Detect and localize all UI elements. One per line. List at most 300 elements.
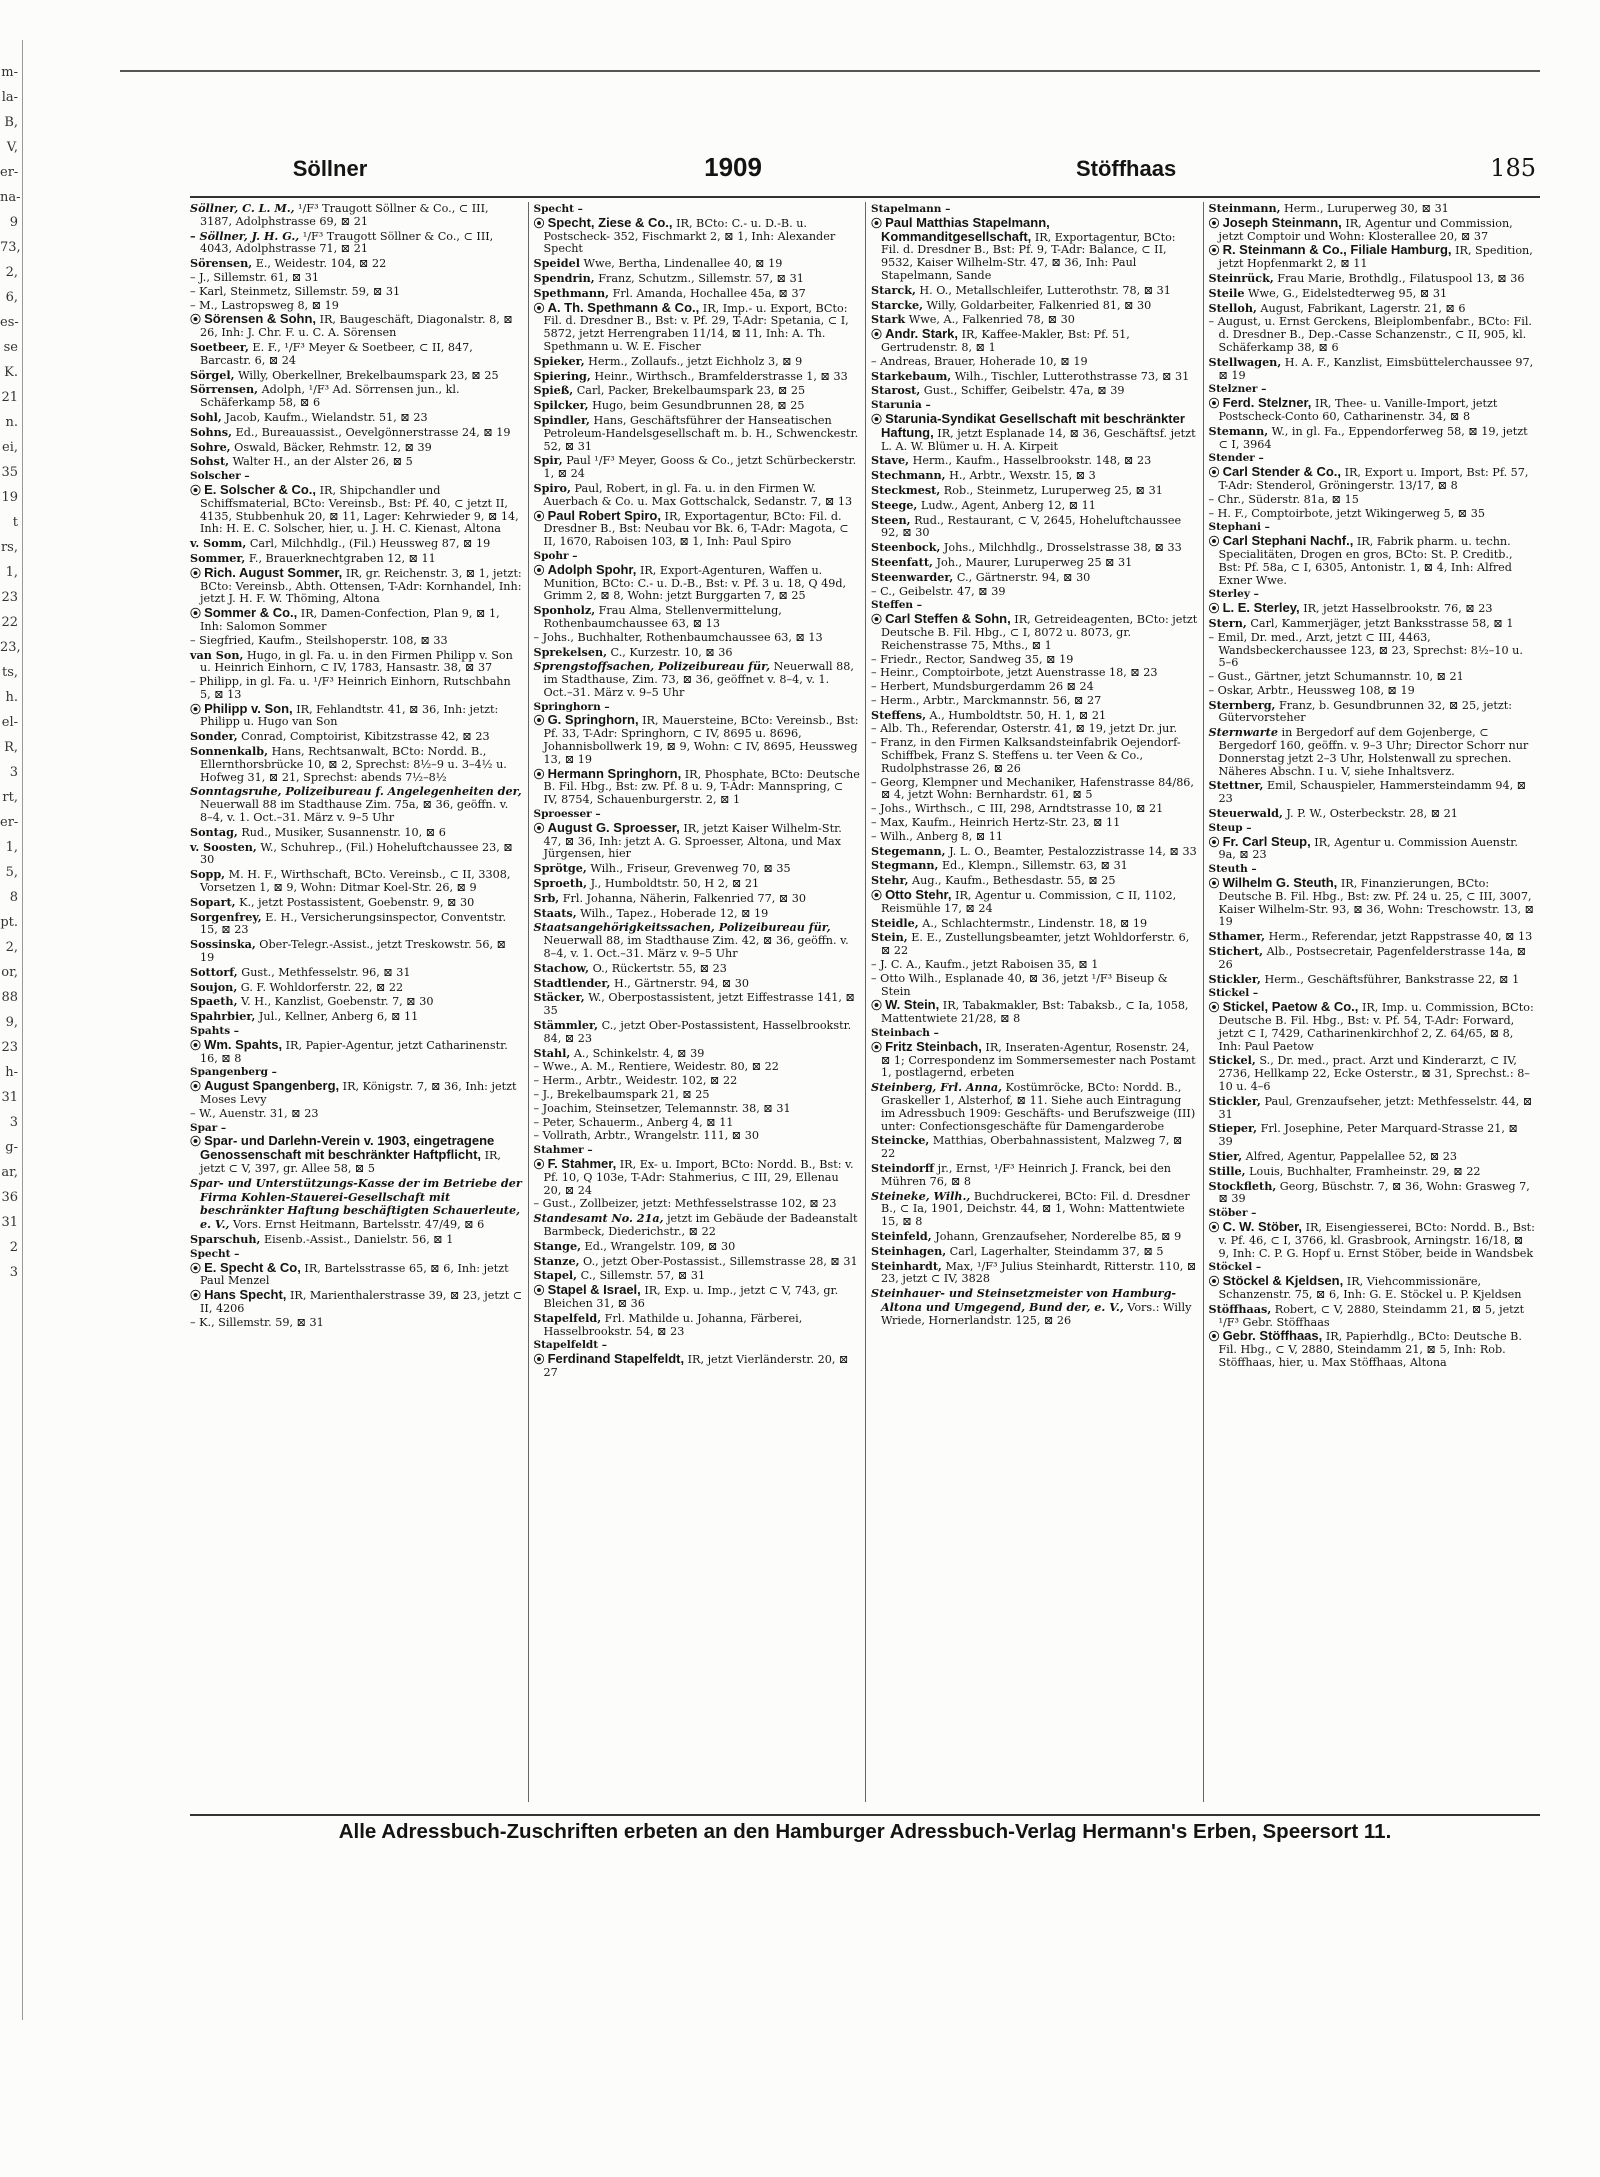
entry-details: Frl. Johanna, Näherin, Falkenried 77, ⊠ 30	[559, 891, 807, 905]
entry-name: ⦿ Fritz Steinbach,	[871, 1039, 982, 1054]
edge-fragment: er-	[0, 165, 19, 180]
surname-heading	[190, 1248, 523, 1261]
firm-entry	[1209, 833, 1536, 863]
entry-details: Georg, Büschstr. 7, ⊠ 36, Wohn: Grasweg 7, ⊠ 39	[1218, 1179, 1530, 1206]
entry-name: ⦿ August G. Sproesser,	[534, 820, 680, 835]
entry-details: IR, Eisengiesserei, BCto: Nordd. B., Bst: v. Pf. 46, ⊂ I, 3766, kl. Grasbrook, Arningstr. 16/18, ⊠ 9, Inh: C. P. G. Hopf u. Ernst Stöber, beide in Wandsbek	[1218, 1220, 1535, 1260]
directory-entry	[871, 917, 1198, 931]
entry-name: Stellwagen,	[1208, 354, 1282, 369]
institution-entry	[190, 785, 523, 824]
entry-name: Sommer,	[190, 550, 246, 565]
entry-details: F., Brauerknechtgraben 12, ⊠ 11	[245, 551, 436, 565]
entry-name: ⦿ Paul Robert Spiro,	[534, 508, 661, 523]
directory-entry	[190, 341, 523, 368]
edge-fragment: h.	[5, 690, 18, 705]
entry-details: IR, jetzt Vierländerstr. 20, ⊠ 27	[543, 1353, 849, 1379]
entry-name: Stettner,	[1208, 778, 1264, 793]
directory-entry	[534, 1075, 861, 1088]
institution-entry	[534, 660, 861, 699]
entry-details: – C., Geibelstr. 47, ⊠ 39	[871, 584, 1006, 598]
entry-name: Stäcker,	[533, 990, 585, 1005]
entry-name: Steindorff	[871, 1160, 935, 1175]
entry-name: Steinrück,	[1208, 270, 1274, 285]
directory-entry	[871, 514, 1198, 541]
entry-name: Sontag,	[190, 824, 238, 839]
entry-details: – Heinr., Comptoirbote, jetzt Auenstrasse 18, ⊠ 23	[871, 666, 1158, 680]
directory-entry	[534, 384, 861, 398]
edge-fragment: er-	[0, 815, 19, 830]
entry-name: Stehr,	[871, 873, 909, 888]
entry-details: Matthias, Oberbahnassistent, Malzweg 7, ⊠ 22	[881, 1134, 1183, 1161]
entry-details: Oswald, Bäcker, Rehmstr. 12, ⊠ 39	[230, 440, 432, 454]
directory-entry	[1209, 425, 1536, 452]
entry-details: Gust., Schiffer, Geibelstr. 47a, ⊠ 39	[920, 384, 1125, 398]
entry-name: Sohre,	[190, 439, 231, 454]
entry-details: Carl, Lagerhalter, Steindamm 37, ⊠ 5	[946, 1244, 1164, 1258]
entry-details: Sproesser –	[533, 808, 601, 821]
entry-details: Buchdruckerei, BCto: Fil. d. Dresdner B., ⊂ Ia, 1901, Deichstr. 44, ⊠ 1, Wohn: Mattentwiete 15, ⊠ 8	[881, 1189, 1190, 1229]
entry-name: Steege,	[871, 497, 918, 512]
directory-entry	[534, 355, 861, 369]
entry-name: Starost,	[871, 383, 921, 398]
entry-details: G. F. Wohldorferstr. 22, ⊠ 22	[237, 980, 404, 994]
surname-heading	[534, 550, 861, 563]
edge-fragment: ei,	[2, 440, 18, 455]
entry-details: IR, gr. Reichenstr. 3, ⊠ 1, jetzt: BCto: Vereinsb., Abth. Ottensen, T-Adr: Kornhandel, Inh: jetzt J. H. F. W. Thöming, Altona	[200, 566, 522, 606]
entry-name: Starck,	[871, 282, 916, 297]
entry-name: Stöffhaas,	[1208, 1301, 1272, 1316]
entry-details: IR, Exp. u. Imp., jetzt ⊂ V, 743, gr. Bleichen 31, ⊠ 36	[543, 1284, 839, 1310]
entry-name: Spahrbier,	[190, 1009, 256, 1024]
entry-details: Willy, Goldarbeiter, Falkenried 81, ⊠ 30	[922, 298, 1152, 312]
entry-name: Sohl,	[190, 409, 222, 424]
entry-details: IR, Imp. u. Commission, BCto: Deutsche B. Fil. Hbg., Bst: v. Pf. 54, T-Adr: Forward, jetzt ⊂ I, 7429, Catharinenkirchhof 2, Z. 64/65, ⊠ 8, Inh: Paul Paetow	[1218, 1001, 1534, 1053]
entry-details: – Chr., Süderstr. 81a, ⊠ 15	[1208, 492, 1359, 506]
entry-name: Stern,	[1208, 615, 1247, 630]
entry-details: – Herbert, Mundsburgerdamm 26 ⊠ 24	[871, 680, 1094, 694]
entry-name: Sternberg,	[1208, 697, 1276, 712]
firm-entry	[190, 1135, 523, 1175]
directory-entry	[534, 977, 861, 991]
entry-details: Hugo, beim Gesundbrunnen 28, ⊠ 25	[588, 399, 805, 413]
entry-details: Stöckel –	[1208, 1261, 1262, 1274]
directory-entry	[190, 426, 523, 440]
entry-name: Stieper,	[1208, 1121, 1258, 1136]
entry-details: Carl, Milchhdlg., (Fil.) Heussweg 87, ⊠ 19	[246, 537, 491, 551]
entry-name: ⦿ Carl Stephani Nachf.,	[1209, 533, 1354, 548]
edge-fragment: 88	[1, 990, 18, 1005]
entry-name: ⦿ Stickel, Paetow & Co.,	[1209, 999, 1359, 1014]
directory-entry	[1209, 632, 1536, 670]
directory-entry	[1209, 1303, 1536, 1330]
entry-name: Stapelfeld,	[533, 1310, 602, 1325]
directory-entry	[871, 484, 1198, 498]
directory-entry	[871, 1245, 1198, 1259]
entry-name: Spieß,	[533, 383, 574, 398]
edge-fragment: es-	[0, 315, 19, 330]
directory-entry	[190, 911, 523, 938]
edge-fragment: 9,	[5, 1015, 18, 1030]
header-last-name: Stöffhaas	[1075, 156, 1177, 181]
entry-details: Robert, ⊂ V, 2880, Steindamm 21, ⊠ 5, jetzt ¹/F³ Gebr. Stöffhaas	[1218, 1302, 1525, 1329]
directory-entry	[871, 723, 1198, 736]
firm-entry	[871, 1038, 1198, 1080]
entry-details: IR, Thee- u. Vanille-Import, jetzt Postscheck-Conto 60, Catharinenstr. 34, ⊠ 8	[1218, 397, 1498, 423]
directory-entry	[534, 892, 861, 906]
entry-name: Stichert,	[1208, 944, 1264, 959]
directory-entry	[534, 287, 861, 301]
entry-details: Ober-Telegr.-Assist., jetzt Treskowstr. 56, ⊠ 19	[200, 938, 507, 965]
page-header	[190, 152, 1536, 184]
edge-fragment: 31	[1, 1215, 18, 1230]
edge-fragment: 2,	[5, 940, 18, 955]
entry-details: Specht –	[533, 203, 583, 215]
directory-entry	[534, 272, 861, 286]
entry-details: Starunia –	[871, 399, 931, 412]
entry-name: Sörrensen,	[190, 382, 259, 397]
directory-entry	[1209, 617, 1536, 631]
entry-details: Vors.: Willy Wriede, Hornerlandstr. 125, ⊠ 26	[881, 1300, 1192, 1327]
entry-details: Heinr., Wirthsch., Bramfelderstrasse 1, ⊠ 33	[590, 369, 848, 383]
entry-details: – Herm., Arbtr., Weidestr. 102, ⊠ 22	[533, 1074, 738, 1088]
page-number: 185	[1490, 154, 1536, 182]
firm-entry	[1209, 1218, 1536, 1260]
entry-details: O., Rückertstr. 55, ⊠ 23	[589, 961, 727, 975]
entry-name: Stier,	[1208, 1148, 1243, 1163]
directory-entry	[1209, 202, 1536, 216]
directory-entry	[871, 777, 1198, 803]
entry-name: ⦿ R. Steinmann & Co., Filiale Hamburg,	[1209, 242, 1452, 257]
directory-entry	[190, 981, 523, 995]
directory-entry	[534, 877, 861, 891]
entry-name: Sprötge,	[533, 861, 587, 876]
entry-details: Joh., Maurer, Luruperweg 25 ⊠ 31	[932, 555, 1133, 569]
entry-details: Neuerwall 88, im Stadthause Zim. 42, ⊠ 36, geöffn. v. 8–4, v. 1. Oct.–31. März v. 9–5 Uhr	[543, 934, 849, 961]
entry-name: Stadtlender,	[533, 975, 611, 990]
entry-details: – Karl, Steinmetz, Sillemstr. 59, ⊠ 31	[190, 284, 401, 298]
entry-name: ⦿ Rich. August Sommer,	[190, 565, 342, 580]
entry-details: Steffen –	[871, 599, 922, 612]
entry-details: Johs., Milchhdlg., Drosselstrasse 38, ⊠ 33	[940, 541, 1182, 555]
entry-name: ⦿ Wilhelm G. Steuth,	[1209, 875, 1338, 890]
entry-details: Stahmer –	[533, 1144, 593, 1157]
directory-entry	[534, 1061, 861, 1074]
entry-name: ⦿ A. Th. Spethmann & Co.,	[534, 300, 700, 315]
entry-details: IR, Fabrik pharm. u. techn. Specialitäten, Drogen en gros, BCto: St. P. Creditb., Bst: Pf. 58a, ⊂ I, 6305, Antonistr. 1, ⊠ 4, Inh: Alfred Exner Wwe.	[1218, 535, 1513, 587]
firm-entry	[534, 819, 861, 861]
surname-heading	[871, 203, 1198, 216]
directory-entry	[190, 1108, 523, 1121]
entry-details: – Gust., Gärtner, jetzt Schumannstr. 10, ⊠ 21	[1208, 670, 1464, 684]
entry-details: Herm., Luruperweg 30, ⊠ 31	[1280, 202, 1449, 215]
directory-entry	[871, 681, 1198, 694]
firm-entry	[1209, 244, 1536, 271]
entry-name: ⦿ Paul Matthias Stapelmann, Kommanditgesellschaft,	[871, 215, 1050, 244]
directory-entry	[871, 1260, 1198, 1287]
directory-entry	[871, 370, 1198, 384]
entry-name: Sossinska,	[190, 937, 256, 952]
entry-name: Spaeth,	[190, 994, 238, 1009]
column-2	[528, 202, 866, 1802]
entry-name: van Son,	[190, 647, 244, 662]
entry-details: IR, Imp.- u. Export, BCto: Fil. d. Dresdner B., Bst: v. Pf. 29, T-Adr: Spetania, ⊂ I, 5872, jetzt Herrengraben 11/14, ⊠ 11, Inh: A. Th. Spethmann u. W. E. Fischer	[543, 301, 849, 353]
entry-name: Sternwarte	[1208, 725, 1278, 740]
entry-name: Starcke,	[871, 297, 923, 312]
entry-details: Vors. Ernst Heitmann, Bartelsstr. 47/49, ⊠ 6	[229, 1218, 485, 1232]
entry-name: ⦿ Carl Steffen & Sohn,	[871, 611, 1011, 626]
entry-details: IR, Ex- u. Import, BCto: Nordd. B., Bst: v. Pf. 10, Q 103e, T-Adr: Stahmerius, ⊂ III, 29, Ellenau 20, ⊠ 24	[543, 1157, 854, 1197]
entry-name: Steinfeld,	[871, 1228, 932, 1243]
entry-details: Hans, Rechtsanwalt, BCto: Nordd. B., Ellernthorsbrücke 10, ⊠ 2, Sprechst: 8½–9 u. 3–4½ u. Hofweg 31, ⊠ 21, Sprechst: abends 7½–8½	[200, 745, 507, 784]
entry-details: IR, jetzt Kaiser Wilhelm-Str. 47, ⊠ 36, Inh: jetzt A. G. Sproesser, Altona, und Max Jürgensen, hier	[543, 821, 842, 861]
directory-entry	[1209, 1165, 1536, 1179]
entry-name: ⦿ Hermann Springhorn,	[534, 766, 682, 781]
entry-details: – J. C. A., Kaufm., jetzt Raboisen 35, ⊠ 1	[871, 958, 1099, 972]
entry-name: ⦿ Ferd. Stelzner,	[1209, 395, 1312, 410]
entry-name: Sorgenfrey,	[190, 909, 262, 924]
directory-entry	[871, 709, 1198, 723]
entry-name: Steenfatt,	[871, 554, 933, 569]
entry-details: V. H., Kanzlist, Goebenstr. 7, ⊠ 30	[237, 995, 434, 1009]
institution-entry	[190, 230, 523, 257]
entry-details: August, Fabrikant, Lagerstr. 21, ⊠ 6	[1256, 301, 1466, 315]
edge-fragment: 23	[1, 590, 18, 605]
edge-fragment: g-	[5, 1140, 18, 1155]
edge-fragment: la-	[1, 90, 18, 105]
firm-entry	[190, 1080, 523, 1107]
entry-details: C., Gärtnerstr. 94, ⊠ 30	[953, 570, 1091, 584]
entry-name: Stockfleth,	[1208, 1178, 1277, 1193]
directory-entry	[1209, 671, 1536, 684]
directory-entry	[190, 286, 523, 299]
entry-details: Jacob, Kaufm., Wielandstr. 51, ⊠ 23	[221, 410, 428, 424]
directory-entry	[871, 845, 1198, 859]
entry-name: Spethmann,	[533, 285, 610, 300]
entry-name: v. Somm,	[190, 536, 247, 551]
edge-fragment: 3	[9, 1115, 18, 1130]
directory-entry	[871, 556, 1198, 570]
directory-entry	[190, 966, 523, 980]
firm-entry	[871, 999, 1198, 1026]
entry-details: Ed., Wrangelstr. 109, ⊠ 30	[580, 1239, 736, 1253]
entry-name: Spiering,	[533, 368, 591, 383]
entry-details: Wilh., Tapez., Hoberade 12, ⊠ 19	[576, 906, 769, 920]
surname-heading	[871, 1027, 1198, 1040]
firm-entry	[190, 1259, 523, 1289]
entry-details: W., Schuhrep., (Fil.) Hoheluftchaussee 23, ⊠ 30	[200, 840, 513, 867]
entry-details: IR, Königstr. 7, ⊠ 36, Inh: jetzt Moses Levy	[200, 1080, 517, 1106]
directory-entry	[871, 1162, 1198, 1189]
entry-name: Stickler,	[1208, 971, 1261, 986]
firm-entry	[534, 714, 861, 766]
entry-name: ⦿ August Spangenberg,	[190, 1078, 339, 1093]
entry-details: IR, Export-Agenturen, Waffen u. Munition, BCto: C.- u. D.-B., Bst: v. Pf. 3 u. 18, Q 49d, Grimm 2, ⊠ 8, Wohn: jetzt Burggarten 7, ⊠ 25	[543, 563, 847, 603]
edge-fragment: B,	[4, 115, 18, 130]
entry-name: Speidel	[533, 256, 580, 271]
entry-details: M. H. F., Wirthschaft, BCto. Vereinsb., ⊂ II, 3308, Vorsetzen 1, ⊠ 9, Wohn: Ditmar Koel-Str. 26, ⊠ 9	[200, 868, 511, 895]
institution-entry	[190, 202, 523, 229]
entry-name: Sonder,	[190, 729, 238, 744]
entry-details: Wwe, G., Eidelstedterweg 95, ⊠ 31	[1244, 286, 1448, 300]
edge-fragment: na-	[0, 190, 21, 205]
entry-name: Starkebaum,	[871, 368, 952, 383]
entry-name: ⦿ C. W. Stöber,	[1209, 1219, 1303, 1234]
firm-entry	[534, 1353, 861, 1380]
edge-fragment: 35	[1, 465, 18, 480]
entry-name: ⦿ Philipp v. Son,	[190, 701, 293, 716]
directory-entry	[190, 938, 523, 965]
entry-name: Spilcker,	[533, 398, 589, 413]
directory-entry	[534, 604, 861, 631]
institution-entry	[190, 1177, 523, 1232]
entry-details: K., jetzt Postassistent, Goebenstr. 9, ⊠ 30	[235, 895, 475, 909]
entry-details: Neuerwall 88 im Stadthause Zim. 75a, ⊠ 36, geöffn. v. 8–4, v. 1. Oct.–31. März v. 9–5 Uhr	[200, 798, 509, 825]
directory-entry	[190, 272, 523, 285]
directory-columns	[190, 202, 1540, 1802]
entry-details: – H. F., Comptoirbote, jetzt Wikingerweg 5, ⊠ 35	[1208, 506, 1485, 520]
firm-entry	[871, 214, 1198, 283]
entry-details: Frau Alma, Stellenvermittelung, Rothenbaumchaussee 63, ⊠ 13	[543, 604, 782, 630]
entry-details: – Vollrath, Arbtr., Wrangelstr. 111, ⊠ 30	[533, 1129, 759, 1143]
directory-entry	[190, 1233, 523, 1247]
entry-details: Ed., Klempn., Sillemstr. 63, ⊠ 31	[938, 859, 1128, 873]
entry-details: Wilh., Tischler, Lutterothstrasse 73, ⊠ 31	[951, 369, 1190, 383]
directory-entry	[534, 1312, 861, 1339]
entry-name: Stickel,	[1208, 1053, 1256, 1068]
directory-entry	[871, 454, 1198, 468]
firm-entry	[190, 700, 523, 730]
entry-details: Steup –	[1208, 821, 1252, 834]
directory-entry	[1209, 1122, 1536, 1149]
entry-name: Steuerwald,	[1208, 806, 1283, 821]
entry-details: – J., Sillemstr. 61, ⊠ 31	[190, 270, 320, 284]
directory-entry	[871, 586, 1198, 599]
firm-entry	[1209, 535, 1536, 587]
firm-entry	[871, 613, 1198, 652]
directory-entry	[534, 1269, 861, 1283]
entry-name: Staatsangehörigkeitssachen, Polizeibureau für,	[533, 920, 831, 935]
surname-heading	[534, 808, 861, 821]
directory-entry	[190, 552, 523, 566]
entry-name: Sörensen,	[190, 256, 253, 271]
entry-name: ⦿ Wm. Spahts,	[190, 1037, 282, 1052]
entry-name: Sonnenkalb,	[190, 744, 269, 759]
surname-heading	[190, 1025, 523, 1038]
entry-details: Wilh., Friseur, Grevenweg 70, ⊠ 35	[586, 862, 791, 876]
entry-details: – Wwe., A. M., Rentiere, Weidestr. 80, ⊠ 22	[533, 1060, 779, 1074]
edge-fragment: ts,	[1, 665, 18, 680]
entry-details: H., Arbtr., Wexstr. 15, ⊠ 3	[945, 469, 1096, 483]
directory-entry	[1209, 685, 1536, 698]
firm-entry	[534, 299, 861, 354]
entry-details: IR, Mauersteine, BCto: Vereinsb., Bst: Pf. 33, T-Adr: Springhorn, ⊂ IV, 8695 u. 8696, Johannisbollwerk 19, ⊠ 9, Wohn: ⊂ IV, 8695, Heussweg 13, ⊠ 19	[543, 714, 859, 766]
directory-entry	[190, 896, 523, 910]
firm-entry	[1209, 1330, 1536, 1369]
institution-entry	[1209, 726, 1536, 778]
directory-entry	[871, 1230, 1198, 1244]
entry-name: Steckmest,	[871, 482, 941, 497]
entry-name: ⦿ W. Stein,	[871, 997, 939, 1012]
entry-details: IR, Papier-Agentur, jetzt Catharinenstr. 16, ⊠ 8	[200, 1038, 508, 1065]
entry-details: Alb., Postsecretair, Pagenfelderstrasse 14a, ⊠ 26	[1218, 945, 1527, 971]
entry-name: Sponholz,	[533, 603, 596, 618]
edge-fragment: rt,	[2, 790, 18, 805]
directory-entry	[190, 1010, 523, 1024]
entry-details: – Philipp, in gl. Fa. u. ¹/F³ Heinrich Einhorn, Rutschbahn 5, ⊠ 13	[190, 675, 511, 701]
entry-name: Staats,	[533, 905, 577, 920]
entry-details: – Friedr., Rector, Sandweg 35, ⊠ 19	[871, 652, 1074, 666]
entry-name: – Söllner, J. H. G.,	[190, 228, 300, 243]
edge-fragment: 5,	[5, 865, 18, 880]
edge-fragment: 2	[9, 1240, 18, 1255]
entry-details: jr., Ernst, ¹/F³ Heinrich J. Franck, bei den Mühren 76, ⊠ 8	[881, 1161, 1171, 1188]
directory-entry	[1209, 1180, 1536, 1207]
entry-details: H. A. F., Kanzlist, Eimsbüttelerchaussee 97, ⊠ 19	[1218, 355, 1534, 382]
entry-details: – Johs., Wirthsch., ⊂ III, 298, Arndtstrasse 10, ⊠ 21	[871, 802, 1164, 816]
entry-details: Frl. Mathilde u. Johanna, Färberei, Hasselbrookstr. 54, ⊠ 23	[543, 1311, 803, 1338]
directory-entry	[534, 1130, 861, 1143]
directory-entry	[534, 1117, 861, 1130]
entry-details: Rud., Musiker, Susannenstr. 10, ⊠ 6	[237, 825, 446, 839]
firm-entry	[871, 410, 1198, 453]
directory-entry	[871, 973, 1198, 999]
directory-entry	[1209, 807, 1536, 821]
entry-details: Eisenb.-Assist., Danielstr. 56, ⊠ 1	[260, 1232, 454, 1246]
entry-name: ⦿ Spar- und Darlehn-Verein v. 1903, eingetragene Genossenschaft mit beschränkter Haftpflicht,	[190, 1133, 494, 1162]
entry-details: Solscher –	[190, 470, 250, 483]
entry-details: IR, Agentur u. Commission Auenstr. 9a, ⊠ 23	[1218, 835, 1518, 862]
directory-entry	[871, 931, 1198, 958]
column-4	[1203, 202, 1541, 1802]
edge-fragment: h-	[5, 1065, 18, 1080]
entry-name: ⦿ Ferdinand Stapelfeldt,	[534, 1351, 685, 1366]
surname-heading	[1209, 822, 1536, 835]
entry-name: Söllner, C. L. M.,	[190, 201, 295, 215]
entry-details: IR, Fehlandtstr. 41, ⊠ 36, Inh: jetzt: Philipp u. Hugo van Son	[200, 702, 499, 729]
firm-entry	[871, 328, 1198, 355]
entry-name: Steen,	[871, 512, 911, 527]
entry-name: Stelloh,	[1208, 300, 1257, 315]
institution-entry	[871, 1287, 1198, 1327]
entry-name: Standesamt No. 21a,	[533, 1211, 664, 1226]
institution-entry	[871, 1081, 1198, 1133]
entry-details: C., jetzt Ober-Postassistent, Hasselbrookstr. 84, ⊠ 23	[543, 1019, 852, 1045]
entry-name: Soujon,	[190, 979, 238, 994]
entry-details: S., Dr. med., pract. Arzt und Kinderarzt, ⊂ IV, 2736, Hellkamp 22, Ecke Osterstr., ⊠ 31, Sprechst.: 8–10 u. 4–6	[1218, 1054, 1530, 1093]
entry-details: – Alb. Th., Referendar, Osterstr. 41, ⊠ 19, jetzt Dr. jur.	[871, 722, 1178, 736]
entry-details: Spahts –	[190, 1025, 240, 1038]
directory-entry	[534, 1019, 861, 1046]
entry-name: Soetbeer,	[190, 339, 249, 354]
directory-entry	[534, 399, 861, 413]
firm-entry	[190, 1289, 523, 1316]
institution-entry	[534, 921, 861, 960]
directory-entry	[534, 370, 861, 384]
entry-details: – Siegfried, Kaufm., Steilshoperstr. 108, ⊠ 33	[190, 633, 448, 647]
entry-details: Jul., Kellner, Anberg 6, ⊠ 11	[255, 1010, 419, 1024]
entry-details: Spar –	[190, 1121, 227, 1134]
entry-name: ⦿ Hans Specht,	[190, 1287, 286, 1302]
directory-entry	[534, 962, 861, 976]
directory-entry	[190, 649, 523, 676]
entry-details: Max, ¹/F³ Julius Steinhardt, Ritterstr. 110, ⊠ 23, jetzt ⊂ IV, 3828	[881, 1259, 1197, 1286]
entry-details: – Johs., Buchhalter, Rothenbaumchaussee 63, ⊠ 13	[533, 630, 823, 644]
directory-entry	[190, 841, 523, 868]
firm-entry	[190, 564, 523, 606]
entry-details: Frl. Amanda, Hochallee 45a, ⊠ 37	[609, 286, 806, 300]
entry-details: IR, BCto: C.- u. D.-B. u. Postscheck- 352, Fischmarkt 2, ⊠ 1, Inh: Alexander Specht	[543, 216, 836, 256]
entry-name: ⦿ Stapel & Israel,	[534, 1282, 641, 1297]
